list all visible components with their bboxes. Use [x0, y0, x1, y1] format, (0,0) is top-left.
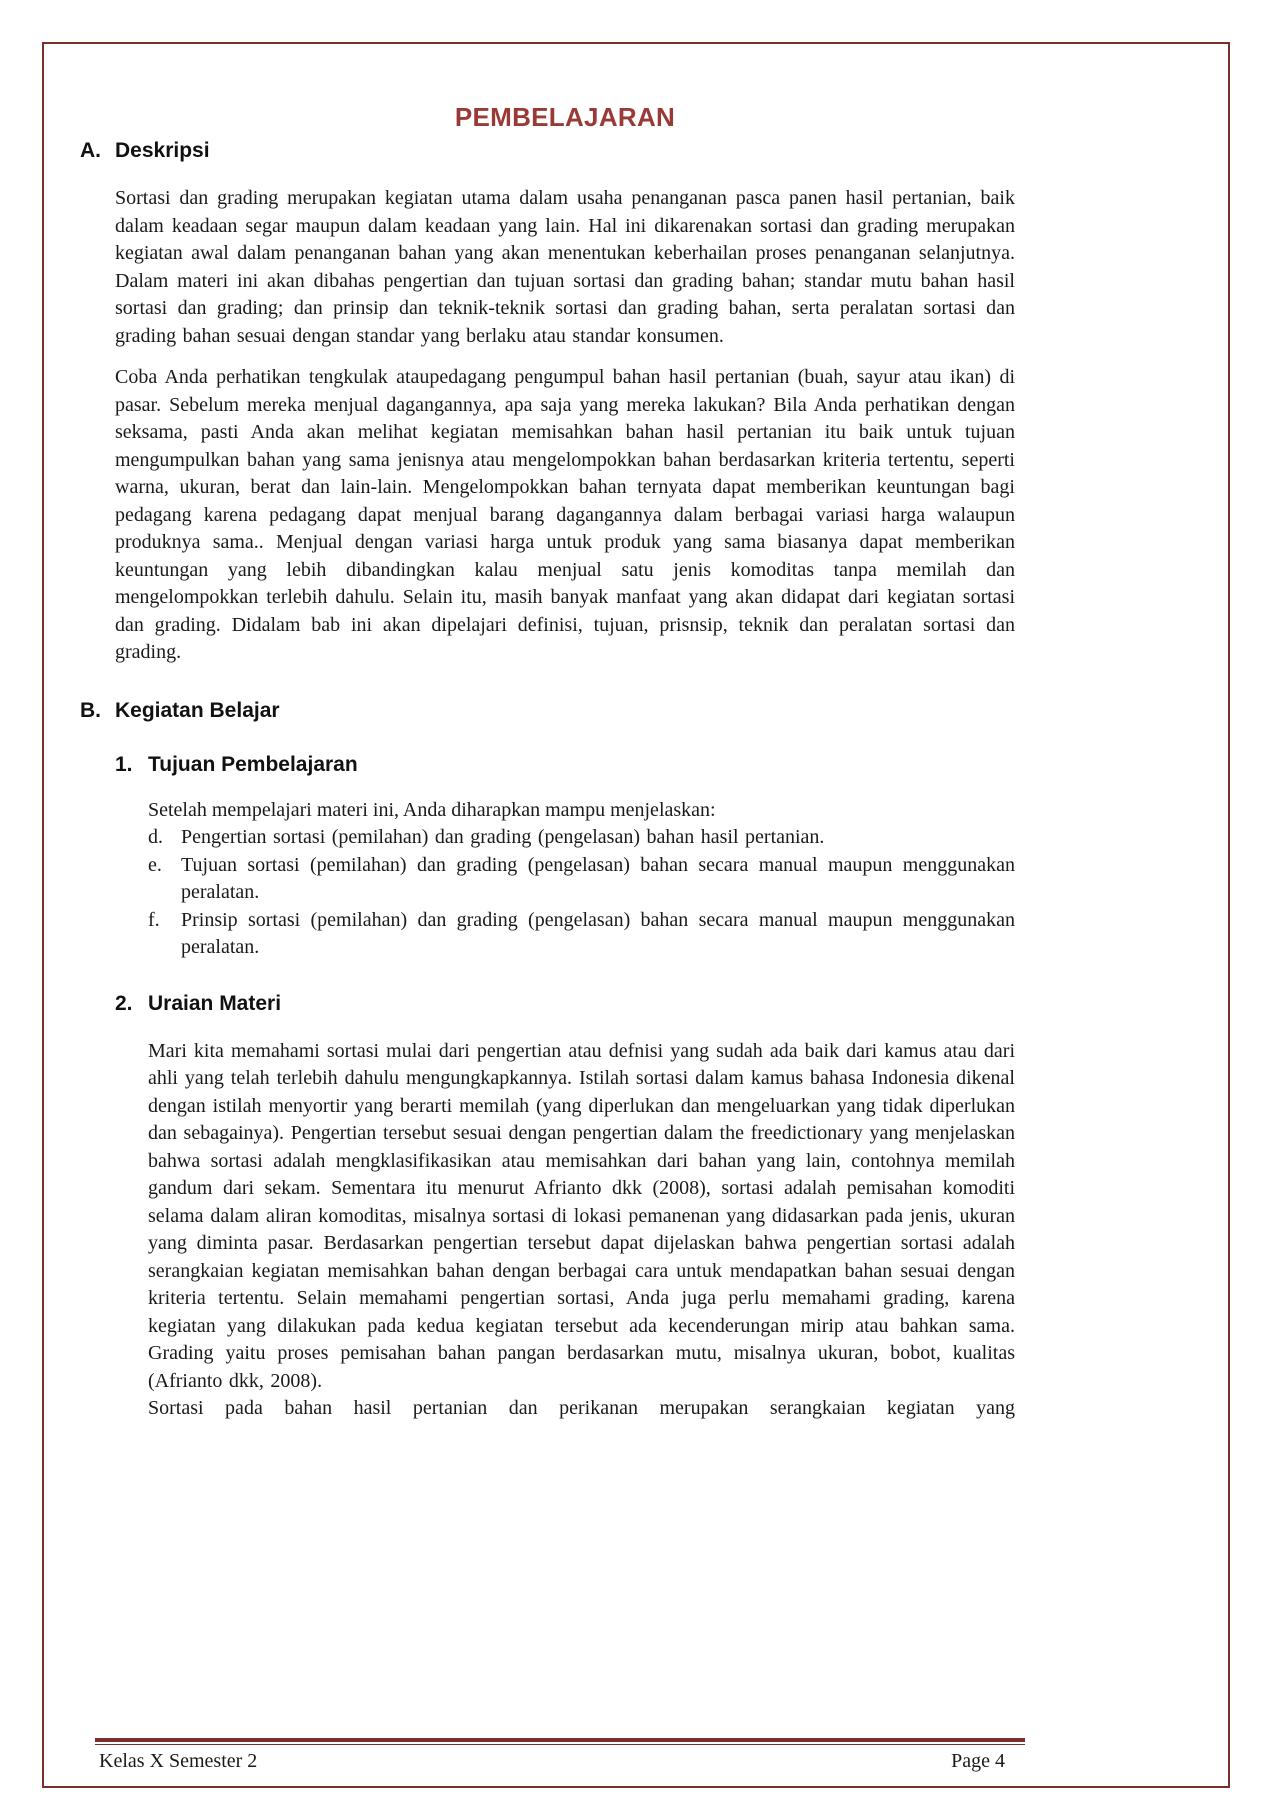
- paragraph: Sortasi pada bahan hasil pertanian dan perikanan merupakan serangkaian kegiatan yang: [148, 1397, 1015, 1419]
- list-item-label: e.: [148, 853, 162, 876]
- paragraph: Sortasi dan grading merupakan kegiatan utama dalam usaha penanganan pasca panen hasil pertanian, baik dalam keadaan segar maupun dalam keadaan yang lain. Hal ini dikarenakan sortasi dan grading merupakan kegiatan awal dalam penanganan bahan yang akan menentukan keberhailan proses penanganan selanjutnya. Dalam materi ini akan dibahas pengertian dan tujuan sortasi dan grading bahan; standar mutu bahan hasil sortasi dan grading; dan prinsip dan teknik-teknik sortasi dan grading bahan, serta peralatan sortasi dan grading bahan sesuai dengan standar yang berlaku atau standar konsumen.: [115, 187, 1015, 347]
- objectives-list: [148, 824, 1015, 962]
- list-item-text: Tujuan sortasi (pemilahan) dan grading (pengelasan) bahan secara manual maupun menggunakan peralatan.: [181, 853, 1015, 903]
- section-a-label: A.: [80, 139, 101, 162]
- subsection-1-label: 1.: [115, 752, 133, 776]
- section-b-label: B.: [80, 698, 101, 722]
- subsection-2-heading-text: Uraian Materi: [148, 991, 282, 1015]
- footer-rule: [95, 1738, 1025, 1745]
- section-a-heading: [80, 139, 1015, 163]
- list-item-label: f.: [148, 908, 160, 931]
- objectives-intro: Setelah mempelajari materi ini, Anda diharapkan mampu menjelaskan:: [148, 798, 716, 821]
- section-b-heading-text: Kegiatan Belajar: [115, 698, 280, 722]
- document-content: [80, 102, 1015, 1437]
- list-item-text: Prinsip sortasi (pemilahan) dan grading (pengelasan) bahan secara manual maupun menggunakan peralatan.: [181, 908, 1015, 958]
- subsection-1-heading-text: Tujuan Pembelajaran: [148, 752, 358, 776]
- spacer: [80, 681, 1015, 697]
- page-footer: [95, 1738, 1025, 1773]
- subsection-2-label: 2.: [115, 991, 133, 1015]
- subsection-2-heading: [115, 992, 1015, 1016]
- paragraph: Coba Anda perhatikan tengkulak ataupedagang pengumpul bahan hasil pertanian (buah, sayur atau ikan) di pasar. Sebelum mereka menjual dagangannya, apa saja yang mereka lakukan? Bila Anda perhatikan dengan seksama, pasti Anda akan melihat kegiatan memisahkan bahan hasil pertanian itu baik untuk tujuan mengumpulkan bahan yang sama jenisnya atau mengelompokkan bahan berdasarkan kriteria tertentu, seperti warna, ukuran, berat dan lain-lain. Mengelompokkan bahan ternyata dapat memberikan keuntungan bagi pedagang karena pedagang dapat menjual barang dagangannya dalam berbagai variasi harga walaupun produknya sama.. Menjual dengan variasi harga untuk produk yang sama biasanya dapat memberikan keuntungan yang lebih dibandingkan kalau menjual satu jenis komoditas tanpa memilah dan mengelompokkan terlebih dahulu. Selain itu, masih banyak manfaat yang akan didapat dari kegiatan sortasi dan grading. Didalam bab ini akan dipelajari definisi, tujuan, prisnsip, teknik dan peralatan sortasi dan grading.: [115, 366, 1015, 663]
- section-a-heading-text: Deskripsi: [115, 139, 210, 162]
- footer-left-text: Kelas X Semester 2: [99, 1750, 258, 1772]
- list-item: [148, 907, 1015, 962]
- section-b-heading: [80, 699, 1015, 723]
- footer-row: [95, 1745, 1025, 1773]
- subsection-1-heading: [115, 753, 1015, 777]
- footer-page-number: Page 4: [951, 1750, 1005, 1772]
- page-title: PEMBELAJARAN: [454, 102, 676, 132]
- list-item-text: Pengertian sortasi (pemilahan) dan grading (pengelasan) bahan hasil pertanian.: [181, 826, 825, 848]
- paragraph: Mari kita memahami sortasi mulai dari pengertian atau defnisi yang sudah ada baik dari kamus atau dari ahli yang telah terlebih dahulu mengungkapkannya. Istilah sortasi dalam kamus bahasa Indonesia dikenal dengan istilah menyortir yang berarti memilah (yang diperlukan dan mengeluarkan yang tidak diperlukan dan sebagainya). Pengertian tersebut sesuai dengan pengertian dalam the freedictionary yang menjelaskan bahwa sortasi adalah mengklasifikasikan atau memisahkan dari bahan yang lain, contohnya memilah gandum dari sekam. Sementara itu menurut Afrianto dkk (2008), sortasi adalah pemisahan komoditi selama dalam aliran komoditas, misalnya sortasi di lokasi pemanenan yang didasarkan pada jenis, ukuran yang diminta pasar. Berdasarkan pengertian tersebut dapat dijelaskan bahwa pengertian sortasi adalah serangkaian kegiatan memisahkan bahan dengan berbagai cara untuk mendapatkan bahan sesuai dengan kriteria tertentu. Selain memahami pengertian sortasi, Anda juga perlu memahami grading, karena kegiatan yang dilakukan pada kedua kegiatan tersebut ada kecenderungan mirip atau bahkan sama. Grading yaitu proses pemisahan bahan pangan berdasarkan mutu, misalnya ukuran, bobot, kualitas (Afrianto dkk, 2008).: [148, 1039, 1015, 1392]
- list-item-label: d.: [148, 826, 163, 848]
- list-item: [148, 852, 1015, 907]
- list-item: [148, 824, 1015, 852]
